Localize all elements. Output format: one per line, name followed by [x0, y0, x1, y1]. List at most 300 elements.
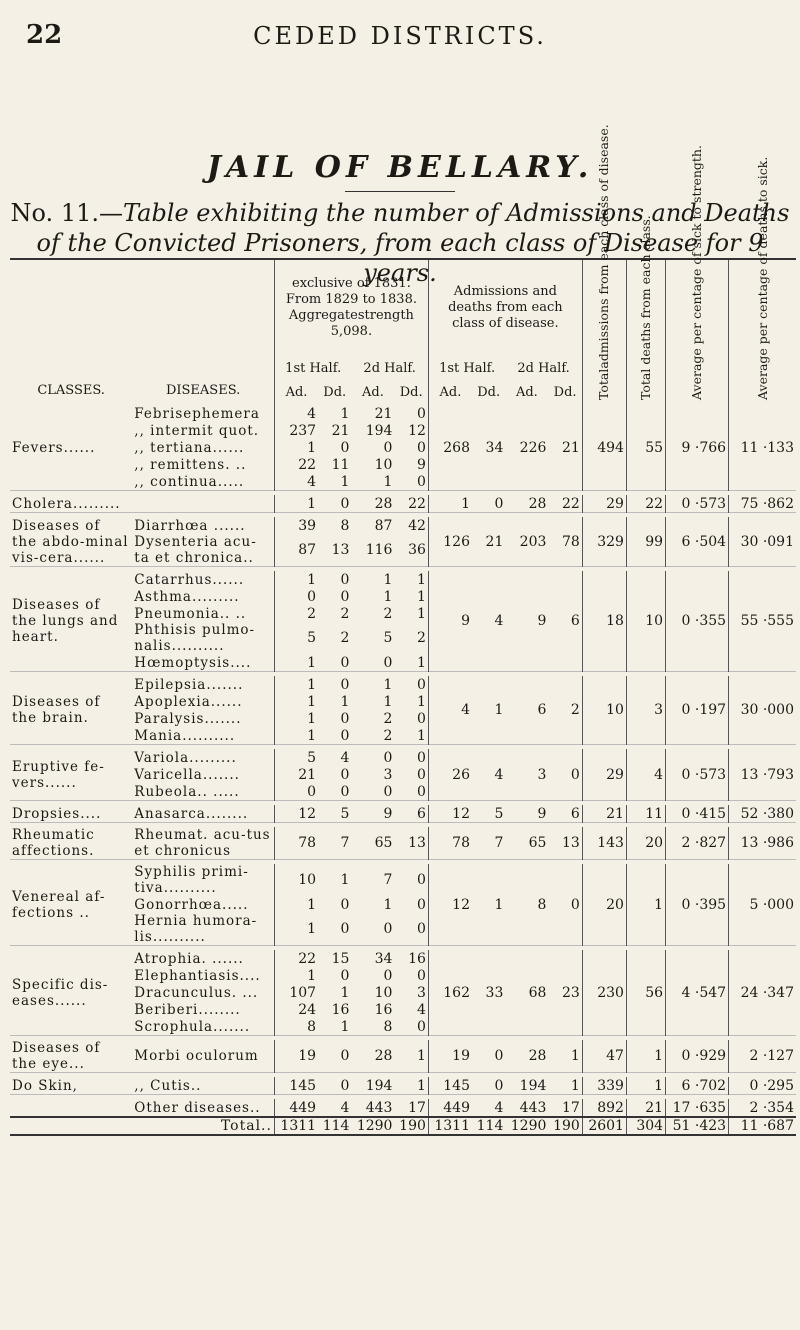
class-label: Diseases of the brain.	[12, 694, 101, 726]
summary-cell: 11	[626, 805, 665, 823]
count-cell: 7	[383, 872, 393, 888]
header-classes: CLASSES.	[37, 383, 105, 398]
title-rule	[345, 191, 455, 192]
count-cell: 1	[340, 473, 350, 490]
summary-cell: 268	[428, 405, 472, 491]
count-cell: 0	[274, 783, 318, 801]
count-cell: 1	[340, 1018, 350, 1035]
count-cell: 1	[340, 872, 350, 888]
count-cell: 4	[340, 1099, 350, 1116]
disease-label: Dysenteria acu-ta et chronica..	[134, 534, 257, 566]
count-cell: 2	[274, 605, 318, 622]
count-cell: 13	[408, 835, 426, 851]
table-row	[10, 405, 796, 422]
summary-cell: 4	[494, 766, 504, 783]
summary-cell: 75 ·862	[729, 495, 796, 513]
summary-cell: 5	[494, 805, 504, 822]
page-header	[0, 8, 800, 68]
count-cell: 2	[340, 605, 350, 622]
count-cell: 16	[374, 1001, 393, 1018]
summary-cell: 55	[626, 405, 665, 491]
count-cell: 3	[383, 766, 393, 783]
class-label: Cholera.........	[12, 495, 121, 512]
count-cell: 0	[340, 921, 350, 937]
count-cell: 2	[383, 727, 393, 744]
table-body	[10, 405, 796, 1135]
count-cell: 17	[408, 1099, 426, 1116]
table-row	[10, 676, 796, 693]
count-cell: 0	[416, 967, 426, 984]
disease-label: Febrisephemera	[134, 405, 260, 422]
summary-cell: 0 ·573	[666, 749, 729, 801]
count-cell: 78	[274, 827, 318, 860]
class-label: Do Skin,	[12, 1077, 78, 1094]
disease-label: Hœmoptysis....	[134, 654, 252, 671]
summary-cell: 55 ·555	[729, 571, 796, 672]
header-avg-sick	[666, 145, 729, 405]
summary-cell: 9	[537, 613, 547, 629]
summary-cell: 1	[570, 1077, 580, 1094]
count-cell: 4	[274, 473, 318, 491]
count-cell: 1	[274, 710, 318, 727]
summary-cell: 12	[428, 805, 472, 823]
header-period-1: exclusive of 1831.	[292, 276, 411, 292]
count-cell: 8	[383, 1018, 393, 1035]
summary-cell: 52 ·380	[729, 805, 796, 823]
count-cell: 87	[274, 534, 318, 567]
count-cell: 0	[340, 896, 350, 913]
count-cell: 1	[416, 693, 426, 710]
table-row	[10, 517, 796, 534]
summary-cell: 203	[519, 533, 547, 550]
summary-cell: 65	[528, 835, 547, 851]
summary-cell: 6	[570, 613, 580, 629]
count-cell: 12	[408, 422, 426, 439]
summary-cell: 68	[528, 984, 547, 1001]
header-second-half-b: 2d Half.	[517, 360, 570, 376]
count-cell: 0	[416, 710, 426, 727]
summary-cell: 0	[494, 1048, 504, 1064]
summary-cell: 0	[570, 766, 580, 783]
summary-cell: 5 ·000	[729, 864, 796, 946]
summary-cell: 0	[494, 495, 504, 512]
header-first-half-b: 1st Half.	[428, 357, 505, 381]
class-label: Diseases of the eye...	[12, 1040, 101, 1072]
class-label	[10, 1099, 132, 1117]
count-cell: 1	[274, 693, 318, 710]
count-cell: 16	[408, 950, 426, 967]
table-row	[10, 950, 796, 967]
disease-label: Variola.........	[134, 749, 237, 766]
summary-cell: 194	[519, 1077, 547, 1094]
header-first-half-a: 1st Half.	[274, 357, 351, 381]
count-cell: 8	[340, 517, 350, 534]
count-cell: 0	[274, 588, 318, 605]
summary-cell: 892	[582, 1099, 626, 1117]
count-cell: 4	[340, 749, 350, 766]
count-cell: 1	[340, 405, 350, 422]
count-cell: 3	[416, 984, 426, 1001]
count-cell: 0	[340, 571, 350, 588]
header-admissions	[428, 260, 582, 357]
count-cell: 1	[340, 693, 350, 710]
count-cell: 194	[365, 422, 393, 439]
count-cell: 1	[383, 588, 393, 605]
total-count-cell: 190	[394, 1117, 428, 1135]
count-cell: 0	[340, 967, 350, 984]
count-cell: 107	[274, 984, 318, 1001]
summary-cell: 449	[428, 1099, 472, 1117]
count-cell: 1	[416, 654, 426, 671]
summary-cell: 230	[582, 950, 626, 1036]
summary-cell: 1	[626, 1040, 665, 1073]
count-cell: 0	[340, 439, 350, 456]
count-cell: 0	[416, 749, 426, 766]
count-cell: 1	[274, 654, 318, 672]
count-cell: 194	[365, 1077, 393, 1094]
summary-cell: 17 ·635	[666, 1099, 729, 1117]
count-cell: 1	[383, 571, 393, 588]
total-summary-cell: 1311	[428, 1117, 472, 1135]
summary-cell: 13	[562, 835, 580, 851]
count-cell: 42	[408, 517, 426, 534]
disease-label: Mania..........	[134, 727, 236, 744]
summary-cell: 9 ·766	[666, 405, 729, 491]
count-cell: 21	[331, 422, 350, 439]
summary-cell: 13 ·793	[729, 749, 796, 801]
total-summary-cell: 51 ·423	[666, 1117, 729, 1135]
disease-label: Other diseases..	[134, 1099, 261, 1116]
count-cell: 0	[340, 495, 350, 512]
count-cell: 0	[383, 439, 393, 456]
count-cell: 21	[274, 766, 318, 783]
disease-label: Rubeola.. .....	[134, 783, 240, 800]
disease-label: Pneumonia.. ..	[134, 605, 247, 622]
table-row	[10, 827, 796, 860]
total-summary-cell: 11 ·687	[729, 1117, 796, 1135]
summary-cell: 1	[626, 1077, 665, 1095]
total-summary-cell: 304	[626, 1117, 665, 1135]
count-cell: 8	[274, 1018, 318, 1036]
disease-label: Morbi oculorum	[134, 1048, 259, 1064]
summary-cell: 1	[428, 495, 472, 513]
summary-cell: 7	[494, 835, 504, 851]
summary-cell: 26	[428, 749, 472, 801]
count-cell: 1	[340, 984, 350, 1001]
summary-cell: 4	[494, 613, 504, 629]
disease-label: Scrophula.......	[134, 1018, 251, 1035]
class-label: Specific dis-eases......	[12, 976, 109, 1009]
count-cell: 0	[340, 766, 350, 783]
summary-cell: 4 ·547	[666, 950, 729, 1036]
header-dd: Dd.	[399, 384, 423, 400]
table-row	[10, 749, 796, 766]
count-cell: 0	[340, 783, 350, 800]
header-period-2: From 1829 to 1838.	[285, 292, 417, 308]
count-cell: 28	[374, 1048, 393, 1064]
table-row	[10, 805, 796, 823]
count-cell: 2	[340, 630, 350, 646]
header-admissions-line2: deaths from each	[448, 300, 563, 316]
summary-cell: 30 ·000	[729, 676, 796, 745]
disease-label: ,, Cutis..	[134, 1077, 202, 1094]
summary-cell: 10	[626, 571, 665, 672]
summary-cell: 99	[626, 517, 665, 567]
running-title: CEDED DISTRICTS.	[253, 22, 547, 50]
table-row	[10, 495, 796, 513]
summary-cell: 0 ·355	[666, 571, 729, 672]
summary-cell: 126	[428, 517, 472, 567]
summary-cell: 329	[582, 517, 626, 567]
count-cell: 0	[383, 921, 393, 937]
header-diseases: DISEASES.	[165, 383, 241, 398]
count-cell: 10	[274, 864, 318, 896]
header-total-deaths-text: Total deaths from each class.	[638, 215, 654, 400]
disease-label: Hernia humora-lis..........	[134, 913, 258, 945]
count-cell: 1	[416, 571, 426, 588]
class-label: Rheumatic affections.	[12, 827, 95, 859]
count-cell: 22	[274, 456, 318, 473]
summary-cell: 0 ·573	[666, 495, 729, 513]
table-row	[10, 571, 796, 588]
summary-cell: 2 ·127	[729, 1040, 796, 1073]
count-cell: 1	[383, 676, 393, 693]
total-summary-cell: 114	[472, 1117, 505, 1135]
count-cell: 145	[274, 1077, 318, 1095]
summary-cell: 28	[528, 1048, 547, 1064]
count-cell: 11	[331, 456, 350, 473]
count-cell: 0	[416, 766, 426, 783]
count-cell: 34	[374, 950, 393, 967]
count-cell: 1	[416, 727, 426, 744]
summary-cell: 3	[626, 676, 665, 745]
header-admissions-line1: Admissions and	[453, 284, 557, 300]
count-cell: 1	[383, 473, 393, 490]
summary-cell: 20	[582, 864, 626, 946]
total-summary-cell: 190	[548, 1117, 582, 1135]
summary-cell: 13 ·986	[729, 827, 796, 860]
count-cell: 0	[416, 872, 426, 888]
disease-label: Atrophia. ......	[134, 950, 244, 967]
count-cell: 1	[274, 495, 318, 513]
disease-label: Anasarca........	[134, 805, 249, 822]
count-cell: 13	[331, 542, 350, 558]
count-cell: 10	[374, 456, 393, 473]
count-cell: 0	[383, 749, 393, 766]
count-cell: 39	[274, 517, 318, 534]
header-total-admissions	[582, 124, 626, 405]
count-cell: 1	[274, 439, 318, 456]
summary-cell: 18	[582, 571, 626, 672]
header-admissions-line3: class of disease.	[452, 316, 559, 332]
disease-label: Diarrhœa ......	[134, 517, 246, 534]
summary-cell: 0	[570, 896, 580, 913]
disease-label: Dracunculus. ...	[134, 984, 259, 1001]
summary-cell: 4	[494, 1099, 504, 1116]
summary-cell: 19	[428, 1040, 472, 1073]
count-cell: 7	[340, 835, 350, 851]
header-avg-deaths	[729, 156, 796, 405]
disease-label: Apoplexia......	[134, 693, 243, 710]
count-cell: 0	[383, 783, 393, 800]
count-cell: 0	[416, 405, 426, 422]
count-cell: 0	[416, 473, 426, 490]
total-count-cell: 114	[318, 1117, 351, 1135]
summary-cell: 17	[562, 1099, 580, 1116]
count-cell: 1	[274, 727, 318, 745]
count-cell: 116	[365, 542, 393, 558]
total-summary-cell: 1290	[505, 1117, 548, 1135]
count-cell: 87	[374, 517, 393, 534]
summary-cell: 21	[562, 439, 580, 456]
summary-cell: 0 ·197	[666, 676, 729, 745]
count-cell: 5	[340, 805, 350, 822]
count-cell: 1	[274, 967, 318, 984]
count-cell: 1	[416, 1077, 426, 1094]
count-cell: 0	[340, 588, 350, 605]
count-cell: 12	[274, 805, 318, 823]
summary-cell: 0 ·929	[666, 1040, 729, 1073]
summary-cell: 21	[485, 533, 504, 550]
count-cell: 10	[374, 984, 393, 1001]
count-cell: 4	[274, 405, 318, 422]
count-cell: 22	[274, 950, 318, 967]
count-cell: 9	[416, 456, 426, 473]
count-cell: 1	[274, 571, 318, 588]
disease-label: Syphilis primi-tiva..........	[134, 864, 249, 896]
disease-label: Asthma.........	[134, 588, 240, 605]
summary-cell: 4	[626, 749, 665, 801]
summary-cell: 1	[494, 702, 504, 718]
count-cell: 449	[274, 1099, 318, 1117]
count-cell: 65	[374, 835, 393, 851]
disease-label: ,, tertiana......	[134, 439, 245, 456]
summary-cell: 143	[582, 827, 626, 860]
total-count-cell: 1311	[274, 1117, 318, 1135]
summary-cell: 1	[570, 1048, 580, 1064]
disease-label: Elephantiasis....	[134, 967, 261, 984]
summary-cell: 145	[428, 1077, 472, 1095]
disease-label: ,, continua.....	[134, 473, 245, 490]
disease-label: Varicella.......	[134, 766, 240, 783]
table-row	[10, 1040, 796, 1073]
summary-cell: 6 ·702	[666, 1077, 729, 1095]
total-summary-cell: 2601	[582, 1117, 626, 1135]
disease-label: Beriberi........	[134, 1001, 241, 1018]
summary-cell: 22	[626, 495, 665, 513]
header-dd: Dd.	[553, 384, 577, 400]
count-cell: 1	[274, 913, 318, 946]
table-row	[10, 1099, 796, 1117]
count-cell: 1	[383, 693, 393, 710]
count-cell: 0	[416, 676, 426, 693]
summary-cell: 21	[582, 805, 626, 823]
summary-cell: 28	[528, 495, 547, 512]
class-label: Diseases of the abdo-minal vis-cera......	[12, 517, 129, 566]
summary-cell: 9	[428, 571, 472, 672]
class-label: Dropsies....	[12, 805, 102, 822]
summary-cell: 0 ·395	[666, 864, 729, 946]
summary-cell: 2 ·354	[729, 1099, 796, 1117]
count-cell: 6	[416, 805, 426, 822]
summary-cell: 6	[570, 805, 580, 822]
count-cell: 0	[340, 727, 350, 744]
header-period	[274, 260, 428, 357]
summary-cell: 162	[428, 950, 472, 1036]
count-cell: 0	[383, 654, 393, 671]
summary-cell: 3	[537, 766, 547, 783]
summary-cell: 78	[562, 533, 580, 550]
header-dd: Dd.	[323, 384, 347, 400]
summary-cell: 56	[626, 950, 665, 1036]
count-cell: 36	[408, 542, 426, 558]
count-cell: 0	[416, 921, 426, 937]
class-label: Eruptive fe-vers......	[12, 758, 105, 791]
table-row	[10, 1077, 796, 1095]
summary-cell: 21	[626, 1099, 665, 1117]
summary-cell: 12	[428, 864, 472, 946]
count-cell: 237	[274, 422, 318, 439]
summary-cell: 1	[626, 864, 665, 946]
header-strength: Aggregatestrength	[288, 308, 414, 324]
table-number: No. 11.—	[10, 199, 123, 227]
summary-cell: 29	[582, 749, 626, 801]
count-cell: 9	[383, 805, 393, 822]
disease-label: ,, intermit quot.	[134, 422, 260, 439]
count-cell: 22	[408, 495, 426, 512]
header-ad: Ad.	[515, 384, 538, 400]
total-row	[10, 1117, 796, 1135]
disease-label: ,, remittens. ..	[134, 456, 247, 473]
header-second-half-a: 2d Half.	[363, 360, 416, 376]
class-label: Diseases of the lungs and heart.	[12, 597, 119, 645]
summary-cell: 24 ·347	[729, 950, 796, 1036]
summary-cell: 8	[537, 896, 547, 913]
summary-cell: 23	[562, 984, 580, 1001]
header-avg-sick-text: Average per centage of sick to strength.	[689, 145, 705, 400]
count-cell: 1	[383, 896, 393, 913]
total-count-cell: 1290	[351, 1117, 394, 1135]
header-strength-value: 5,098.	[330, 324, 373, 340]
disease-label: Phthisis pulmo-nalis..........	[134, 622, 256, 654]
disease-label: Rheumat. acu-tus et chronicus	[134, 827, 271, 859]
summary-cell: 33	[485, 984, 504, 1001]
disease-label: Catarrhus......	[134, 571, 245, 588]
count-cell: 0	[340, 710, 350, 727]
count-cell: 21	[374, 405, 393, 422]
count-cell: 16	[331, 1001, 350, 1018]
header-ad: Ad.	[362, 384, 384, 400]
count-cell: 0	[416, 896, 426, 913]
summary-cell: 2	[570, 702, 580, 718]
count-cell: 1	[416, 1048, 426, 1064]
count-cell: 0	[340, 1048, 350, 1064]
count-cell: 15	[331, 950, 350, 967]
count-cell: 2	[383, 710, 393, 727]
header-avg-deaths-text: Average per centage of deaths to sick.	[754, 156, 770, 400]
count-cell: 0	[416, 783, 426, 800]
summary-cell: 443	[519, 1099, 547, 1116]
table-caption: Table exhibiting the number of Admissions and Deaths of the Convicted Prisoners, from each class of Disease for 9 years.	[36, 199, 790, 287]
disease-label: Paralysis.......	[134, 710, 242, 727]
count-cell: 5	[274, 749, 318, 766]
jail-title: JAIL OF BELLARY.	[206, 150, 594, 185]
count-cell: 4	[416, 1001, 426, 1018]
summary-cell: 0 ·415	[666, 805, 729, 823]
count-cell: 2	[383, 605, 393, 622]
count-cell: 5	[383, 630, 393, 646]
count-cell: 2	[416, 630, 426, 646]
